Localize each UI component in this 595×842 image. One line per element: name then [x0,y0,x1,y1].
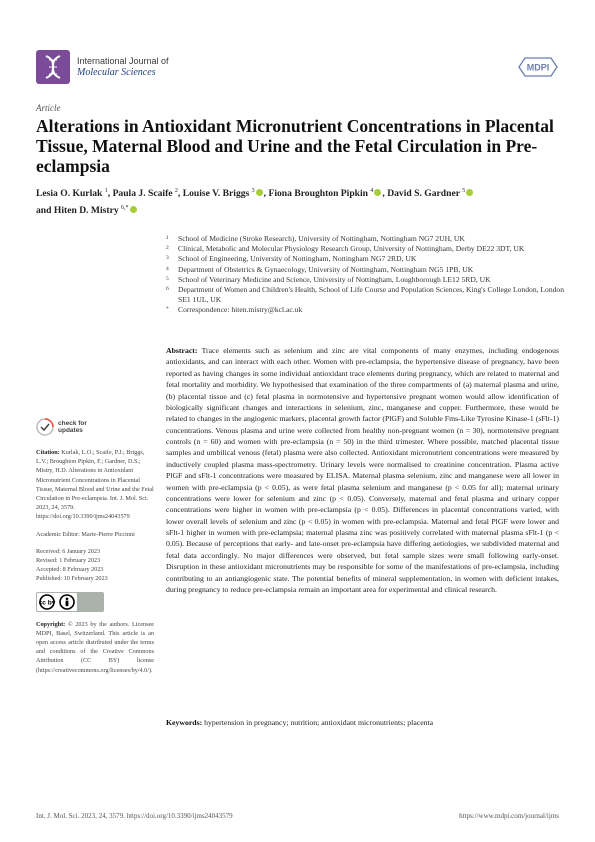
affiliation-item [166,275,566,285]
author-name[interactable]: Fiona Broughton Pipkin [268,188,371,200]
mdpi-logo-text: MDPI [526,62,550,73]
journal-name-line1: International Journal of [77,56,169,66]
author-separator: , [177,188,183,200]
academic-editor: Academic Editor: Marie-Pierre Piccinni [36,530,135,538]
author-name[interactable]: Hiten D. Mistry [53,205,122,217]
affiliation-number: 1 [166,235,169,241]
affiliation-number: 4 [166,265,169,272]
author-affiliation-ref: 5 [462,188,466,194]
citation [36,448,154,522]
author-list [36,184,566,218]
copyright-label: Copyright: [36,620,66,628]
journal-name-line2[interactable]: Molecular Sciences [77,67,156,78]
check-updates-button[interactable] [36,418,154,436]
affiliation-text: School of Veterinary Medicine and Science, University of Nottingham, Loughborough LE12 5RD, UK [178,274,491,284]
affiliation-list [166,234,566,316]
check-updates-icon [36,418,54,436]
affiliation-item [166,265,566,275]
author-affiliation-ref: 4 [370,188,374,194]
author-affiliation-ref: 3 [251,188,255,194]
affiliation-text: Clinical, Metabolic and Molecular Physiology Research Group, University of Nottingham, Derby DE22 3DT, UK [178,244,525,254]
date-accepted: Accepted: 8 February 2023 [36,566,104,574]
keywords-label: Keywords: [166,718,203,727]
affiliation-number: 6 [166,286,169,293]
author-separator: , [382,188,388,200]
affiliation-item [166,285,566,305]
citation-label: Citation: [36,449,60,456]
affiliation-item [166,234,566,244]
author-name[interactable]: Paula J. Scaife [112,188,175,200]
orcid-icon[interactable] [374,189,381,196]
cc-by-license-icon[interactable] [36,592,104,612]
affiliation-number: 5 [166,275,169,282]
keywords-text: hypertension in pregnancy; nutrition; antioxidant micronutrients; placenta [204,718,434,727]
author-affiliation-ref: 1 [104,188,108,194]
author-separator: , [107,188,113,200]
affiliation-text: Department of Obstetrics & Gynaecology, University of Nottingham, Nottingham NG5 1PB, UK [178,264,474,274]
date-published: Published: 10 February 2023 [36,575,108,583]
author-and: and [36,205,54,217]
date-revised: Revised: 1 February 2023 [36,557,101,565]
orcid-icon[interactable] [466,189,473,196]
orcid-icon[interactable] [130,206,137,213]
journal-header [36,50,559,84]
abstract [166,345,559,595]
mdpi-logo-icon[interactable] [517,56,559,78]
check-updates-line2: updates [58,427,83,434]
copyright [36,620,154,675]
journal-logo-icon [36,50,70,84]
affiliation-item [166,254,566,264]
affiliation-text: School of Medicine (Stroke Research), University of Nottingham, Nottingham NG7 2UH, UK [178,234,465,243]
check-updates-line1: check for [58,420,87,427]
abstract-label: Abstract: [166,346,198,355]
author-name[interactable]: David S. Gardner [387,188,463,200]
footer-citation[interactable]: Int. J. Mol. Sci. 2023, 24, 3579. https://doi.org/10.3390/ijms24043579 [36,812,233,820]
affiliation-number: * [166,306,169,313]
keywords [166,718,559,727]
affiliation-text[interactable]: Correspondence: hiten.mistry@kcl.ac.uk [178,305,303,315]
dates [36,547,154,584]
author-name[interactable]: Louise V. Briggs [182,188,252,200]
copyright-text: © 2023 by the authors. Licensee MDPI, Basel, Switzerland. This article is an open access article distributed under the terms and conditions of the Creative Commons Attribution (CC BY) license (https://creativecommons.org/licenses/by/4.0/). [36,620,154,674]
affiliation-text: Department of Women and Children's Health, School of Life Course and Population Sciences, King's College London, London SE1 1UL, UK [178,285,565,305]
article-type: Article [36,103,61,113]
author-affiliation-ref: 2 [174,188,178,194]
orcid-icon[interactable] [256,189,263,196]
affiliation-number: 3 [166,255,169,262]
date-received: Received: 6 January 2023 [36,547,101,555]
affiliation-item [166,244,566,254]
citation-text: Kurlak, L.O.; Scaife, P.J.; Briggs, L.V.; Broughton Pipkin, F.; Gardner, D.S.; Mistry, H.D. Alterations in Antioxidant Micronutrient Concentrations in Placental Tissue, Maternal Blood and Urine and the Fetal Circulation in Pre-eclampsia. Int. J. Mol. Sci. 2023, 24, 3579. https://doi.org/10.3390/ijms24043579 [36,449,154,521]
author-separator: , [263,188,269,200]
affiliation-number: 2 [166,245,169,252]
footer-journal-url[interactable]: https://www.mdpi.com/journal/ijms [459,812,559,820]
author-name[interactable]: Lesia O. Kurlak [36,188,105,200]
sidebar [36,418,154,683]
author-affiliation-ref: 6,* [121,205,129,212]
abstract-text: Trace elements such as selenium and zinc are vital components of many enzymes, including endogenous antioxidants, and can interact with each other. Women with pre-eclampsia, the hypertensive disease of pregnancy, have been reported as having changes in some individual antioxidant trace elements during pregnancy, which are related to maternal and fetal mortality and morbidity. We hypothesised that examination of the three compartments of (a) maternal plasma and urine, (b) placental tissue and (c) fetal plasma in normotensive and hypertensive pregnant women would allow identification of biologically significant changes and interactions in selenium, zinc, manganese and copper. Furthermore, these would be related to changes in the angiogenic markers, placental growth factor (PlGF) and Soluble Fms-Like Tyrosine Kinase-1 (sFlt-1) concentrations. Venous plasma and urine were collected from healthy non-pregnant women (n = 30), normotensive pregnant controls (n = 60) and women with pre-eclampsia (n = 50) in the third trimester. Where possible, matched placental tissue samples and umbilical venous (fetal) plasma were also collected. Antioxidant micronutrient concentrations were measured by inductively coupled plasma mass-spectrometry. Urinary levels were normalised to creatinine concentration. Plasma active PlGF and sFlt-1 concentrations were measured by ELISA. Maternal plasma selenium, zinc and manganese were all lower in women with pre-eclampsia (p < 0.05), as were fetal plasma selenium and manganese (p < 0.05 for all); maternal urinary concentrations were lower for selenium and zinc (p < 0.05). Conversely, maternal and fetal plasma and urinary copper concentrations were higher in women with pre-eclampsia (p < 0.05). Differences in placental concentrations varied, with lower overall levels of selenium and zinc (p < 0.05) in women with pre-eclampsia. Maternal and fetal PlGF were lower and sFlt-1 higher in women with pre-eclampsia; maternal plasma zinc was positively correlated with maternal plasma sFlt-1 (p < 0.05). Because of perceptions that early- and late-onset pre-eclampsia have differing aetiologies, we subdivided maternal and fetal data accordingly. No major differences were observed, but fetal sample sizes were small following early-onset. Disruption in these antioxidant micronutrients may be responsible for some of the manifestations of pre-eclampsia, including contributing to an antiangiogenic state. The potential benefits of mineral supplementation, in women with deficient intakes, during pregnancy to reduce pre-eclampsia remain an important area for experimental and clinical research. [166,346,559,594]
cc-badge-text: cc by [38,599,56,607]
article-title: Alterations in Antioxidant Micronutrient Concentrations in Placental Tissue, Maternal Blood and Urine and the Fetal Circulation in Pre-eclampsia [36,116,554,176]
affiliation-text: School of Engineering, University of Nottingham, Nottingham NG7 2RD, UK [178,254,417,264]
affiliation-item [166,305,566,315]
